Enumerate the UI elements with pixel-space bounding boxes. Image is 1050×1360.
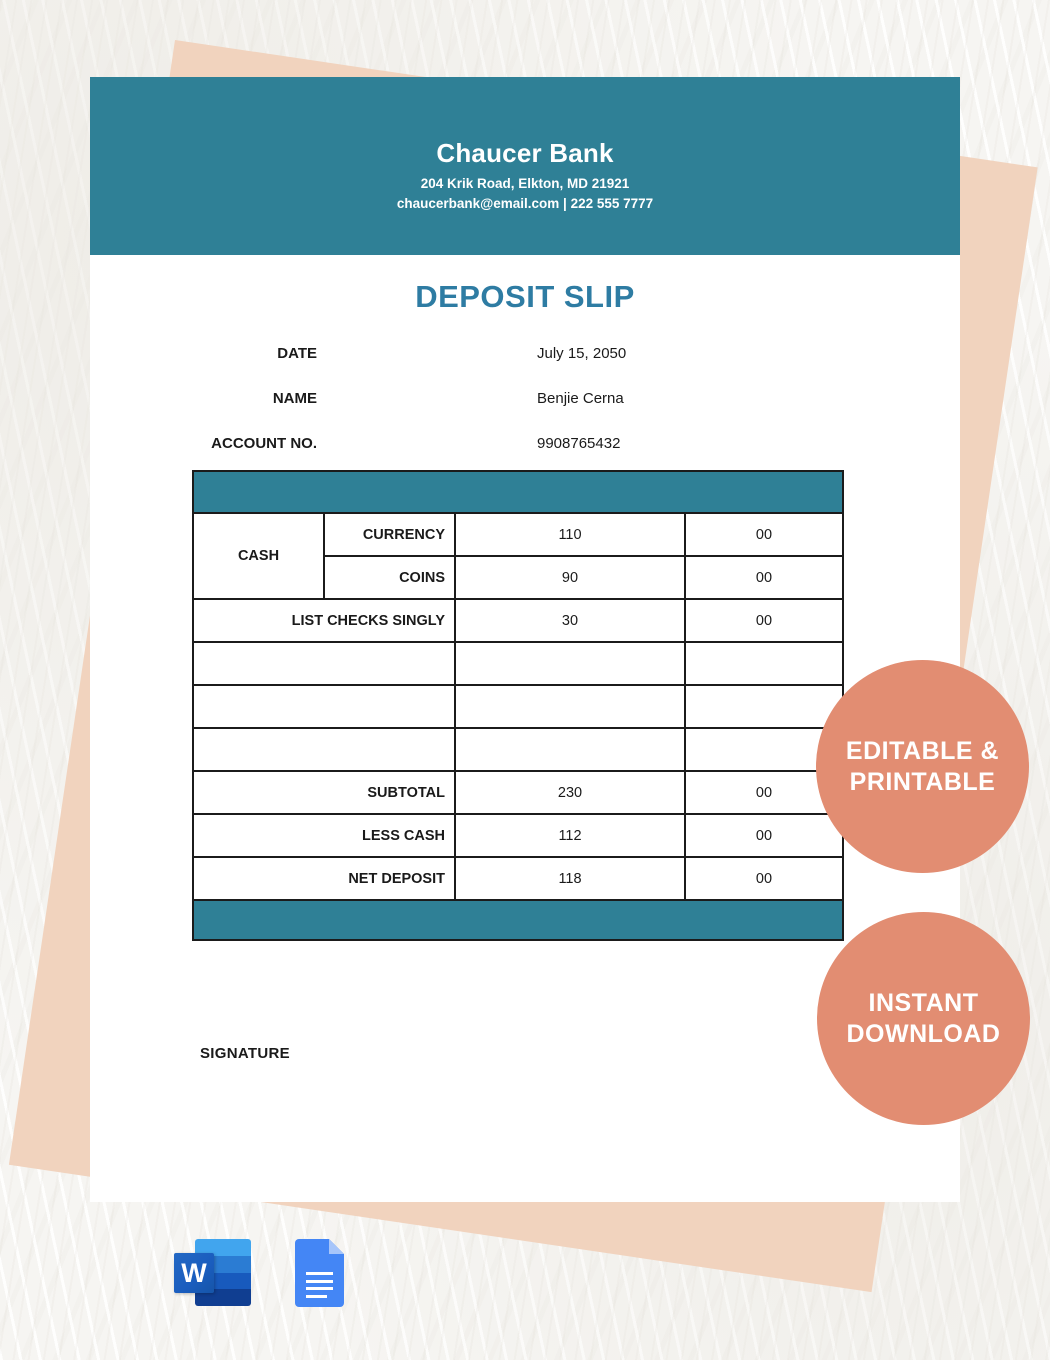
deposit-table [192, 470, 844, 941]
table-row-empty-3 [193, 728, 843, 771]
badge-line: PRINTABLE [849, 767, 996, 796]
net-deposit-label: NET DEPOSIT [193, 857, 455, 900]
field-row-name [90, 390, 960, 410]
badge-line: DOWNLOAD [846, 1019, 1001, 1048]
checks-amount: 30 [455, 599, 685, 642]
bank-name: Chaucer Bank [436, 138, 614, 168]
signature-label: SIGNATURE [200, 1045, 290, 1062]
bank-header [90, 77, 960, 255]
account-label: ACCOUNT NO. [211, 435, 317, 452]
page-title: DEPOSIT SLIP [415, 279, 635, 314]
table-row-less-cash [193, 814, 843, 857]
checks-label: LIST CHECKS SINGLY [193, 599, 455, 642]
empty-amount-cell [455, 685, 685, 728]
microsoft-word-icon[interactable] [174, 1239, 252, 1307]
subtotal-amount: 230 [455, 771, 685, 814]
date-label: DATE [277, 345, 317, 362]
bank-address: 204 Krik Road, Elkton, MD 21921 [420, 176, 630, 191]
google-docs-icon[interactable] [295, 1239, 344, 1307]
account-value: 9908765432 [537, 435, 621, 452]
table-row-empty-2 [193, 685, 843, 728]
table-footer-bar [193, 900, 843, 940]
coins-cents: 00 [685, 556, 843, 599]
field-row-date [90, 345, 960, 365]
less-cash-label: LESS CASH [193, 814, 455, 857]
net-deposit-amount: 118 [455, 857, 685, 900]
word-letter-square: W [174, 1253, 214, 1293]
gdocs-text-lines [306, 1272, 333, 1302]
currency-amount: 110 [455, 513, 685, 556]
table-row-empty-1 [193, 642, 843, 685]
name-label: NAME [272, 390, 317, 407]
table-header-bar [193, 471, 843, 513]
less-cash-cents: 00 [685, 814, 843, 857]
deposit-table-wrap [192, 470, 844, 941]
empty-label-cell [193, 728, 455, 771]
badge-line: INSTANT [868, 988, 979, 1017]
empty-cents-cell [685, 642, 843, 685]
table-row-net-deposit [193, 857, 843, 900]
table-row-subtotal [193, 771, 843, 814]
empty-amount-cell [455, 728, 685, 771]
subtotal-cents: 00 [685, 771, 843, 814]
empty-label-cell [193, 685, 455, 728]
field-row-account [90, 435, 960, 455]
instant-download-badge [817, 912, 1030, 1125]
empty-cents-cell [685, 685, 843, 728]
coins-label: COINS [324, 556, 455, 599]
currency-cents: 00 [685, 513, 843, 556]
editable-printable-badge [816, 660, 1029, 873]
bank-contact: chaucerbank@email.com | 222 555 7777 [396, 196, 654, 211]
badge-line: EDITABLE & [845, 736, 1000, 765]
cash-cell: CASH [193, 513, 324, 599]
subtotal-label: SUBTOTAL [193, 771, 455, 814]
coins-amount: 90 [455, 556, 685, 599]
net-deposit-cents: 00 [685, 857, 843, 900]
date-value: July 15, 2050 [537, 345, 627, 362]
currency-label: CURRENCY [324, 513, 455, 556]
empty-amount-cell [455, 642, 685, 685]
less-cash-amount: 112 [455, 814, 685, 857]
table-row-checks [193, 599, 843, 642]
table-row-currency [193, 513, 843, 556]
empty-label-cell [193, 642, 455, 685]
name-value: Benjie Cerna [537, 390, 624, 407]
checks-cents: 00 [685, 599, 843, 642]
gdocs-folded-corner [329, 1239, 344, 1254]
